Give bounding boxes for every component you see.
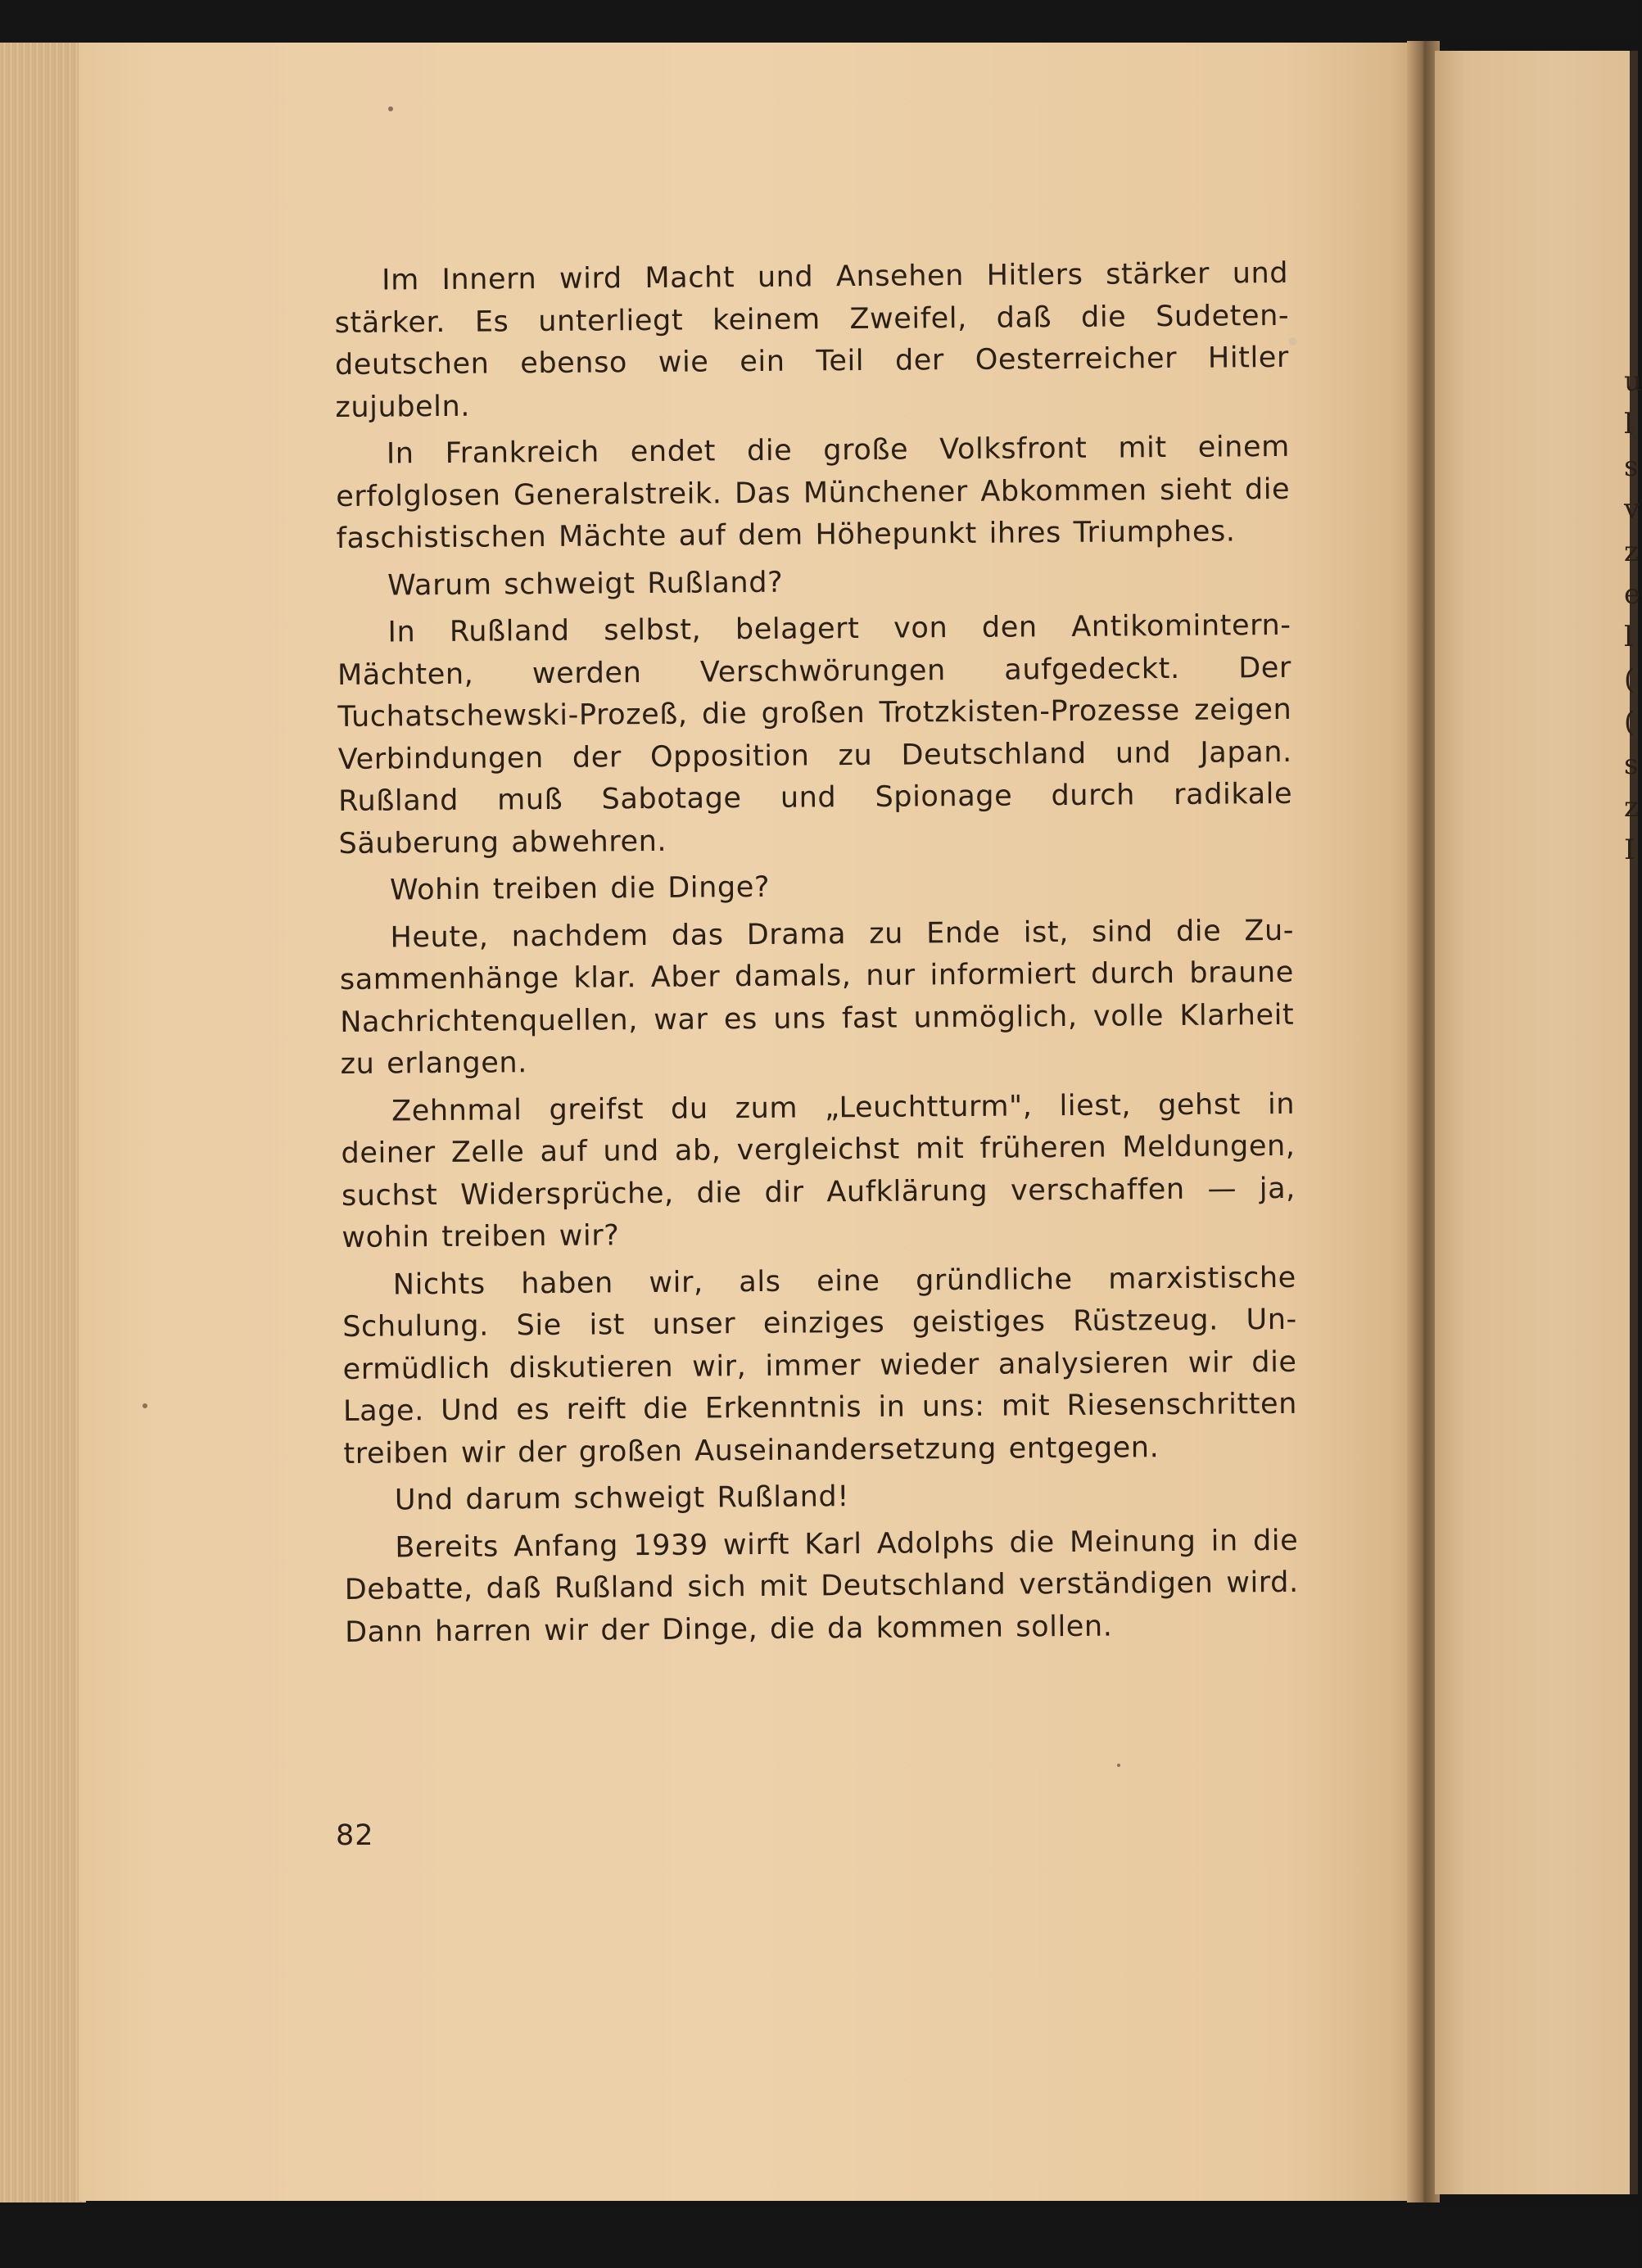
margin-fragment: z — [1624, 535, 1639, 568]
paragraph: Bereits Anfang 1939 wirft Karl Adolphs die Meinung in die Debatte, daß Rußland sich mit Deutschland verständigen wird. Dann harren wir der Dinge, die da kommen sollen. — [344, 1524, 1299, 1649]
paragraph: Heute, nachdem das Drama zu Ende ist, sind die Zusammenhänge klar. Aber damals, nur informiert durch braune Nachrichtenquellen, war es uns fast unmöglich, volle Klarheit zu erlangen. — [339, 914, 1295, 1081]
paragraph: In Frankreich endet die große Volksfront mit einem erfolglosen Generalstreik. Das Münchener Abkommen sieht die faschistischen Mächte auf dem Höhepunkt ihres Triumphes. — [336, 430, 1291, 555]
paper-speck — [1117, 1764, 1120, 1767]
book-page-right-partial — [1435, 51, 1642, 2194]
margin-fragment: e — [1624, 578, 1641, 611]
paper-speck — [142, 1403, 147, 1408]
margin-fragment: v — [1624, 493, 1640, 526]
margin-fragment: l — [1624, 621, 1633, 653]
margin-fragment: I — [1624, 834, 1635, 866]
paragraph: Nichts haben wir, als eine gründliche marxistische Schulung. Sie ist unser einziges geistiges Rüstzeug. Unermüdlich diskutieren wir, immer wieder analysieren wir die Lage. Und es reift die Erkenntnis in uns: mit Riesenschritten treiben wir der großen Auseinandersetzung entgegen. — [342, 1261, 1298, 1471]
margin-fragment: z — [1624, 791, 1639, 824]
facing-page-text-fragments — [1624, 360, 1642, 871]
paper-speck — [388, 106, 393, 111]
paragraph: Im Innern wird Macht und Ansehen Hitlers stärker und stärker. Es unterliegt keinem Zweifel, daß die Sudetendeutschen ebenso wie ein Teil der Oesterreicher Hitler zujubeln. — [334, 256, 1290, 424]
book-page-edges — [0, 43, 86, 2202]
scanner-background-bottom — [0, 2202, 1638, 2268]
margin-fragment: ( — [1624, 663, 1635, 696]
margin-fragment: ( — [1624, 706, 1635, 739]
scanner-background-top — [0, 0, 1638, 41]
page-number: 82 — [336, 1819, 374, 1852]
margin-fragment: u — [1624, 365, 1642, 398]
margin-fragment: s — [1624, 748, 1639, 781]
paper-speck — [1289, 337, 1297, 346]
paragraph: Zehnmal greifst du zum „Leuchtturm", liest, gehst in deiner Zelle auf und ab, vergleichst mit früheren Meldungen, suchst Widersprüche, die dir Aufklärung verschaffen — ja, wohin treiben wir? — [341, 1087, 1296, 1254]
paragraph: In Rußland selbst, belagert von den Antikomintern-Mächten, werden Verschwörungen aufgedeckt. Der Tuchatschewski-Prozeß, die großen Trotzkisten-Prozesse zeigen Verbindungen der Opposition zu Deutschland und Japan. Rußland muß Sabotage und Spionage durch radikale Säuberung abwehren. — [337, 608, 1293, 861]
margin-fragment: l — [1624, 408, 1633, 440]
paragraph: Und darum schweigt Rußland! — [394, 1480, 850, 1517]
body-text — [334, 253, 1299, 1659]
paragraph: Wohin treiben die Dinge? — [389, 870, 771, 907]
paragraph: Warum schweigt Rußland? — [387, 566, 784, 603]
margin-fragment: s — [1624, 450, 1639, 483]
